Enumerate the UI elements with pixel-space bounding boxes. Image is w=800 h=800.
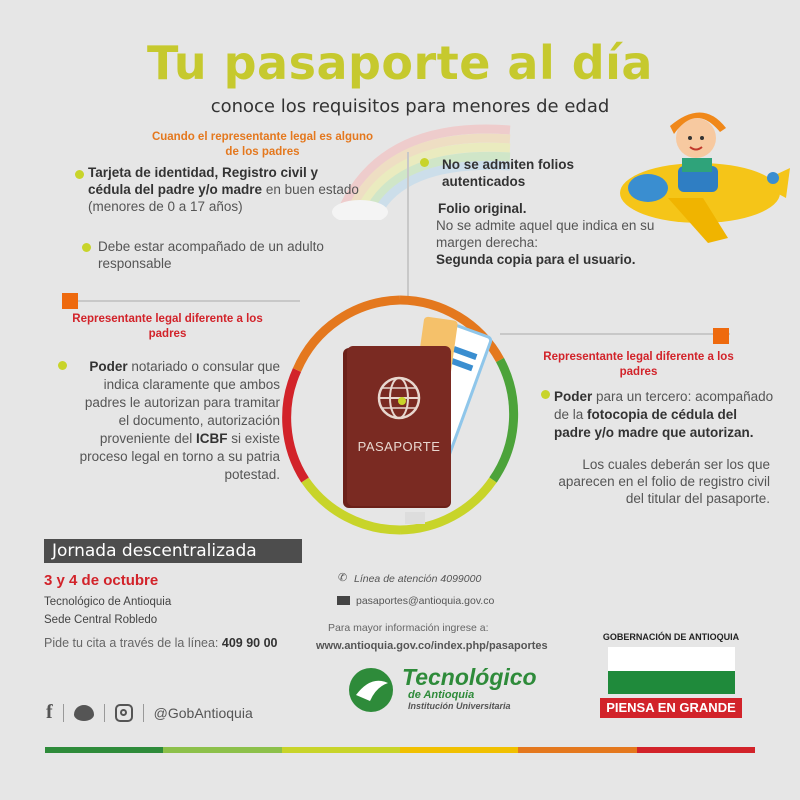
event-place: Tecnológico de Antioquia <box>44 596 172 608</box>
bullet-icon <box>82 243 91 252</box>
tda-logo-icon <box>346 665 396 715</box>
page-subtitle: conoce los requisitos para menores de edad <box>210 96 610 117</box>
folio-original-bold: Segunda copia para el usuario. <box>436 252 636 267</box>
page-title: Tu pasaporte al día <box>147 36 653 90</box>
phone-icon: ✆ <box>338 572 348 584</box>
facebook-icon[interactable]: f <box>46 701 53 723</box>
more-info-label: Para mayor información ingrese a: <box>328 622 489 634</box>
bullet-icon <box>75 170 84 179</box>
orange-square-icon <box>713 328 729 344</box>
connector-line <box>70 300 300 302</box>
bullet-icon <box>420 158 429 167</box>
social-bar <box>46 701 253 724</box>
folio-original-text: No se admite aquel que indica en su margen derecha: <box>436 218 655 250</box>
bullet-icon <box>58 361 67 370</box>
divider <box>63 704 64 722</box>
tda-logo-name: Tecnológico <box>402 664 537 690</box>
gob-slogan: PIENSA EN GRANDE <box>600 698 742 718</box>
folios-item-no-authenticated: No se admiten folios autenticados <box>442 157 575 189</box>
right-heading: Representante legal diferente a los padres <box>543 351 734 378</box>
parents-item-documents: Tarjeta de identidad, Registro civil y cédula del padre y/o madre en buen estado (menores de 0 a 17 años) <box>88 165 359 214</box>
social-handle[interactable]: @GobAntioquia <box>153 704 253 721</box>
contact-phone: Línea de atención 4099000 <box>354 573 482 585</box>
left-heading: Representante legal diferente a los padres <box>72 313 263 340</box>
left-requirement-text: Poder notariado o consular que indica claramente que ambos padres le autorizan para tramitar el documento, autorización proveniente del ICBF si existe proceso legal en torno a su patria potestad. <box>79 359 280 482</box>
orange-square-icon <box>62 293 78 309</box>
connector-line <box>407 152 409 300</box>
parents-heading: Cuando el representante legal es alguno de los padres <box>151 131 374 158</box>
folio-original-title: Folio original. <box>438 201 527 216</box>
bottom-color-bar <box>45 747 755 753</box>
event-cita: Pide tu cita a través de la línea: 409 90 00 <box>44 636 278 650</box>
tda-logo-sub: de Antioquia <box>408 689 475 701</box>
event-banner: Jornada descentralizada <box>44 539 302 563</box>
right-requirement-note: Los cuales deberán ser los que aparecen en el folio de registro civil del titular del pasaporte. <box>558 457 770 506</box>
right-requirement-text: Poder para un tercero: acompañado de la fotocopia de cédula del padre y/o madre que autorizan. <box>554 389 774 440</box>
antioquia-flag <box>608 647 735 694</box>
connector-line <box>500 333 730 335</box>
instagram-icon[interactable] <box>115 704 133 722</box>
passport-label: PASAPORTE <box>357 439 441 454</box>
twitter-icon[interactable] <box>74 705 94 721</box>
more-info-url[interactable]: www.antioquia.gov.co/index.php/pasaportes <box>316 640 548 652</box>
tda-logo-type: Institución Universitaria <box>408 701 511 711</box>
passport-ring-illustration <box>275 290 525 560</box>
gob-title: GOBERNACIÓN DE ANTIOQUIA <box>602 632 740 642</box>
bullet-icon <box>541 390 550 399</box>
parents-item-adult: Debe estar acompañado de un adulto responsable <box>98 239 324 271</box>
divider <box>143 704 144 722</box>
event-place-sede: Sede Central Robledo <box>44 614 158 626</box>
event-dates: 3 y 4 de octubre <box>44 572 159 589</box>
mail-icon <box>337 596 350 605</box>
contact-email[interactable]: pasaportes@antioquia.gov.co <box>356 595 495 607</box>
divider <box>104 704 105 722</box>
